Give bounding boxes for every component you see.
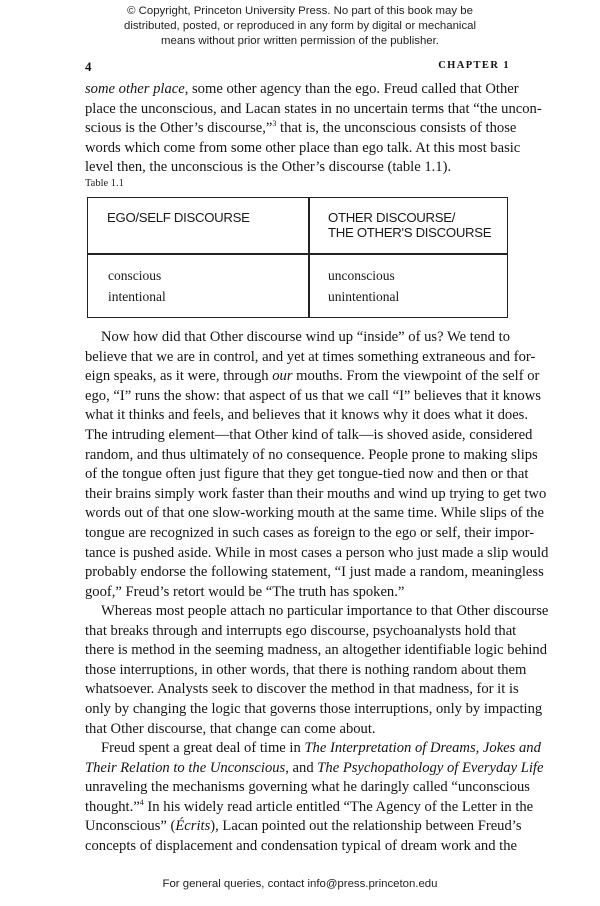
- footnote-marker[interactable]: 4: [139, 797, 144, 807]
- text-line: that breaks through and interrupts ego discourse, psychoanalysts hold that: [85, 622, 517, 639]
- copyright-notice: [0, 4, 600, 49]
- text-line: random, and thus ultimately of no consequence. People prone to making slips: [85, 446, 538, 463]
- table-cell-left: conscious intentional: [108, 268, 166, 304]
- text-line: Their Relation to the Unconscious, and The Psychopathology of Everyday Life: [85, 759, 544, 776]
- copyright-line: means without prior written permission of the publisher.: [161, 35, 439, 47]
- text-line: their brains simply work faster than their mouths and wind up trying to get two: [85, 485, 547, 502]
- text-line: concepts of displacement and condensation typical of dream work and the: [85, 837, 517, 854]
- text-line: goof,” Freud’s retort would be “The truth has spoken.”: [85, 583, 405, 600]
- text-line: Whereas most people attach no particular importance to that Other discourse: [101, 603, 549, 619]
- text-line: level then, the unconscious is the Other’s discourse (table 1.1).: [85, 159, 452, 176]
- footnote-marker[interactable]: 3: [272, 119, 277, 129]
- text-line: what it thinks and feels, and believes that it knows why it does what it does.: [85, 407, 529, 424]
- page-number: 4: [85, 59, 92, 74]
- book-title: The Interpretation of Dreams, Jokes and: [304, 740, 541, 756]
- text-line: that Other discourse, that change can come about.: [85, 720, 376, 737]
- chapter-label: CHAPTER 1: [438, 60, 510, 71]
- book-title: Their Relation to the Unconscious: [85, 759, 286, 776]
- copyright-line: distributed, posted, or reproduced in any form by digital or mechanical: [123, 20, 477, 32]
- italic-word: our: [272, 368, 293, 385]
- text-line: believe that we are in control, and yet at times something extraneous and for-: [85, 348, 536, 365]
- book-title: Écrits: [175, 818, 211, 835]
- copyright-line: © Copyright, Princeton University Press. No part of this book may be: [127, 5, 473, 17]
- text-line: of the tongue often just figure that they get tongue-tied now and then or that: [85, 466, 529, 483]
- text-line: words which come from some other place than ego talk. At this most basic: [85, 139, 521, 156]
- running-head: [85, 59, 510, 75]
- text-line: those interruptions, in other words, that there is nothing random about them: [85, 661, 527, 678]
- text-line: thought.”$^4$ In his widely read article entitled “The Agency of the Letter in the: [85, 797, 534, 815]
- text-line: The intruding element—that Other kind of talk—is shoved aside, considered: [85, 426, 533, 443]
- table-header-other: OTHER DISCOURSE/ THE OTHER'S DISCOURSE: [328, 210, 492, 240]
- table-header-ego-self: EGO/SELF DISCOURSE: [107, 210, 250, 225]
- text-line: tance is pushed aside. While in most cases a person who just made a slip would: [85, 544, 549, 561]
- text-line: ego, “I” runs the show: that aspect of us that we call “I” believes that it knows: [85, 387, 541, 404]
- italic-phrase: some other place: [85, 81, 185, 97]
- paragraph-4: [85, 739, 544, 857]
- discourse-table: [87, 197, 508, 318]
- table-cell-right: unconscious unintentional: [328, 268, 400, 304]
- paragraph-1: [85, 80, 542, 178]
- text-line: there is method in the seeming madness, an altogether identifiable logic behind: [85, 642, 548, 659]
- contact-footer: For general queries, contact info@press.princeton.edu: [162, 878, 438, 890]
- text-line: some other place, some other agency than the ego. Freud called that Other: [85, 81, 519, 97]
- text-line: place the unconscious, and Lacan states in no uncertain terms that “the uncon-: [85, 100, 542, 117]
- text-line: scious is the Other’s discourse,”$^3$ that is, the unconscious consists of those: [85, 119, 517, 137]
- text-line: whatsoever. Analysts seek to discover the method in that madness, for it is: [85, 681, 519, 698]
- text-line: words out of that one slow-working mouth at the same time. While slips of the: [85, 505, 544, 522]
- table-caption: Table 1.1: [85, 178, 124, 189]
- text-line: only by changing the logic that governs those interruptions, only by impacting: [85, 700, 543, 717]
- table-column-divider: [308, 198, 310, 317]
- paragraph-2: [85, 328, 549, 602]
- table-row-divider: [88, 253, 507, 255]
- text-line: probably endorse the following statement, “I just made a random, meaningless: [85, 564, 544, 581]
- text-line: Unconscious” (Écrits), Lacan pointed out the relationship between Freud’s: [85, 818, 522, 835]
- paragraph-3: [85, 602, 549, 739]
- text-line: Freud spent a great deal of time in The Interpretation of Dreams, Jokes and: [101, 740, 541, 756]
- book-title: The Psychopathology of Everyday Life: [317, 759, 544, 776]
- text-line: Now how did that Other discourse wind up “inside” of us? We tend to: [101, 329, 510, 345]
- text-line: unraveling the mechanisms governing what he daringly called “unconscious: [85, 779, 530, 796]
- text-line: tongue are recognized in such cases as foreign to the ego or self, their impor-: [85, 524, 535, 541]
- text-line: eign speaks, as it were, through our mouths. From the viewpoint of the self or: [85, 368, 540, 385]
